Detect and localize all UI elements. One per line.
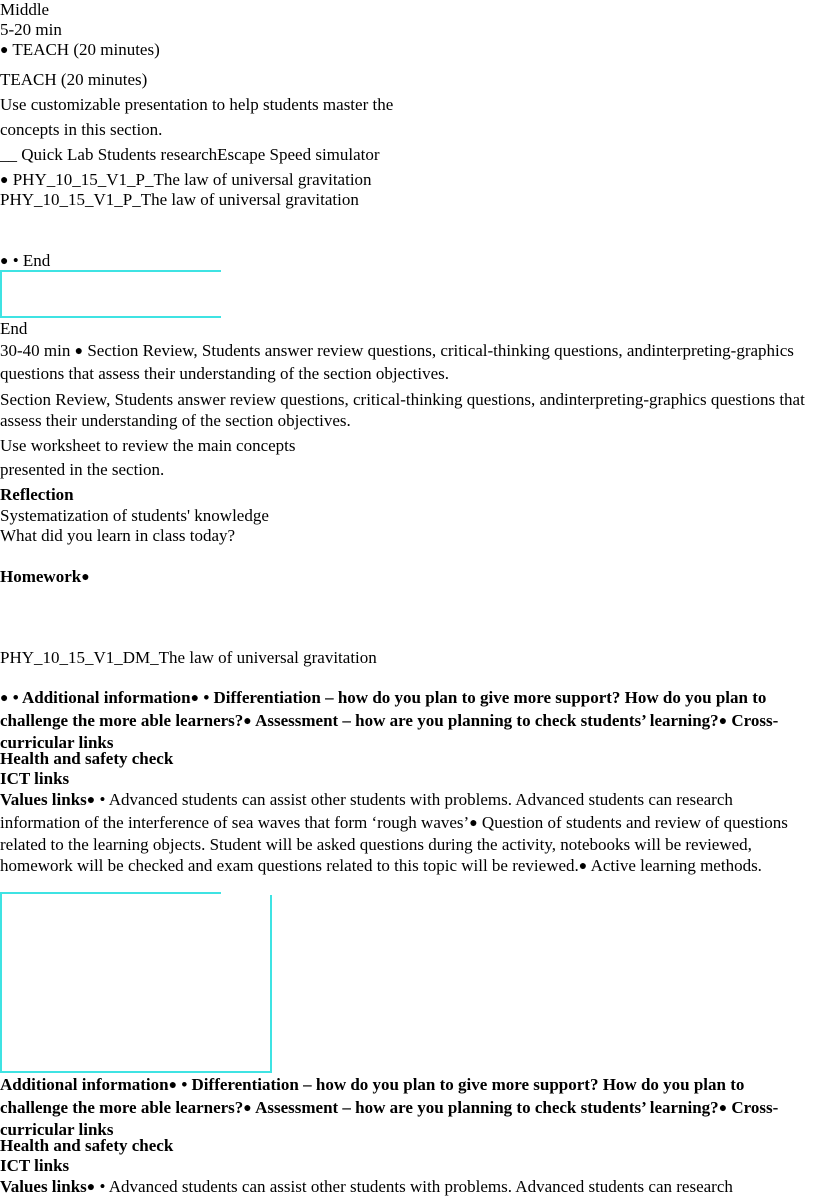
bullet-icon: ● [243, 713, 252, 729]
differentiation-text: Differentiation – how do you plan to give more support? How do you plan to challenge the more able learners? [0, 688, 767, 730]
homework-heading-line [0, 567, 90, 589]
bullet-icon: ● [578, 858, 588, 874]
ict-links-1: ICT links [0, 769, 70, 788]
bullet-icon: ● [0, 691, 9, 706]
reflection-line1: Systematization of students' knowledge [0, 506, 269, 525]
reflection-line2: What did you learn in class today? [0, 526, 236, 545]
bullet-icon: ● [718, 1100, 728, 1116]
cross-curricular-text: Cross-curricular links [0, 1097, 779, 1139]
additional-info-label: Additional information [21, 688, 191, 707]
active-learning-text: Active learning methods. [590, 855, 762, 875]
values-para-1 [0, 790, 812, 878]
stage-title-end: End [0, 319, 28, 338]
advanced-text: Advanced students can assist other students with problems. Advanced students can research [108, 1177, 733, 1196]
bullet-icon: ● [243, 1100, 252, 1116]
small-bullet: • [12, 688, 19, 707]
advanced-text: Advanced students can assist other students with problems. Advanced students can research information of the interference of sea waves that form ‘rough waves’ [0, 790, 733, 832]
small-bullet: • [181, 1075, 188, 1094]
stage-time-end: 30-40 min [0, 341, 71, 360]
teach-text-line1: Use customizable presentation to help students master the [0, 95, 394, 114]
resource-bullet-line [0, 170, 372, 192]
additional-info-label: Additional information [0, 1075, 169, 1094]
frame2-line-left [0, 892, 2, 1072]
small-bullet: • [99, 790, 106, 809]
small-bullet: • [12, 251, 19, 270]
bullet-icon: ● [0, 173, 9, 188]
bullet-icon: ● [168, 1078, 178, 1093]
end-review-bullet-text: Section Review, Students answer review questions, critical-thinking questions, andinterpreting-graphics questions that assess their understanding of the section objectives. [0, 341, 794, 383]
bullet-icon: ● [86, 1180, 96, 1195]
bullet-icon: ● [0, 254, 9, 269]
teach-bullet-line [0, 40, 160, 62]
homework-heading: Homework [0, 567, 82, 586]
reflection-heading: Reflection [0, 485, 74, 504]
health-safety-1: Health and safety check [0, 749, 174, 768]
bullet-icon: ● [86, 793, 96, 808]
bullet-icon: ● [74, 344, 84, 359]
health-safety-2: Health and safety check [0, 1136, 174, 1155]
worksheet-line1: Use worksheet to review the main concepts [0, 436, 296, 455]
bullet-icon: ● [0, 43, 9, 58]
teach-bullet-text: TEACH (20 minutes) [12, 40, 160, 59]
bullet-icon: ● [81, 570, 90, 585]
additional-info-para-1 [0, 688, 812, 754]
end-review-bullet-para [0, 341, 812, 384]
values-para-2 [0, 1177, 733, 1199]
stage-time-middle: 5-20 min [0, 20, 62, 39]
worksheet-line2: presented in the section. [0, 460, 165, 479]
ict-links-2: ICT links [0, 1156, 70, 1175]
bullet-icon: ● [469, 815, 478, 831]
differentiation-text: Differentiation – how do you plan to give more support? How do you plan to challenge the more able learners? [0, 1075, 745, 1117]
frame2-line-bottom [0, 1071, 272, 1073]
teach-text-line2: concepts in this section. [0, 120, 163, 139]
quick-lab-line: __ Quick Lab Students researchEscape Speed simulator [0, 145, 380, 164]
bullet-icon: ● [190, 691, 200, 706]
stage-title-middle: Middle [0, 0, 50, 19]
small-bullet: • [99, 1177, 106, 1196]
frame-line-bottom [0, 316, 221, 318]
assessment-text: Assessment – how are you planning to check students’ learning? [255, 710, 719, 730]
bullet-icon: ● [718, 713, 728, 729]
teach-heading: TEACH (20 minutes) [0, 70, 148, 89]
homework-resource-link[interactable]: PHY_10_15_V1_DM_The law of universal gravitation [0, 648, 377, 667]
resource-bullet-text: PHY_10_15_V1_P_The law of universal gravitation [12, 170, 372, 189]
assessment-text: Assessment – how are you planning to check students’ learning? [255, 1097, 719, 1117]
cross-curricular-text: Cross-curricular links [0, 710, 779, 752]
small-bullet: • [203, 688, 210, 707]
frame2-line-right [270, 895, 272, 1072]
values-links-label: Values links [0, 1177, 87, 1196]
additional-info-para-2 [0, 1075, 812, 1141]
values-links-label: Values links [0, 790, 87, 809]
question-text: Question of students and review of questions related to the learning objects. Student will be asked questions during the activity, notebooks will be reviewed, homework will be checked and exam questions related to this topic will be reviewed. [0, 812, 788, 875]
frame-line-top [0, 270, 221, 272]
end-bullet-text: End [22, 251, 51, 270]
frame2-line-top [0, 892, 221, 894]
resource-link[interactable]: PHY_10_15_V1_P_The law of universal gravitation [0, 190, 359, 209]
end-review-para: Section Review, Students answer review questions, critical-thinking questions, andinterpreting-graphics questions that assess their understanding of the section objectives. [0, 390, 805, 430]
frame-line-left [0, 270, 2, 318]
